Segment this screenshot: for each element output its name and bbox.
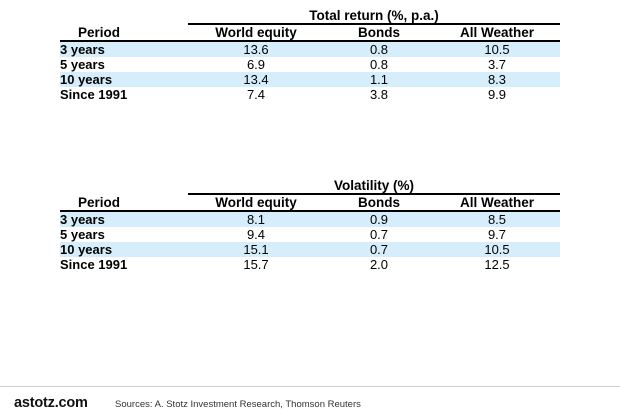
- cell-world-equity: 15.1: [188, 242, 324, 257]
- supertitle-spacer: [60, 8, 188, 24]
- cell-all-weather: 8.5: [434, 211, 560, 227]
- table-row: [60, 41, 560, 57]
- cell-bonds: 0.9: [324, 211, 434, 227]
- cell-all-weather: 3.7: [434, 57, 560, 72]
- total-return-table: [60, 8, 560, 102]
- table-row: [60, 227, 560, 242]
- row-label: 10 years: [60, 72, 188, 87]
- table-row: [60, 211, 560, 227]
- table-row: [60, 242, 560, 257]
- volatility-table-block: [60, 178, 560, 272]
- column-header-period: Period: [60, 24, 188, 41]
- cell-all-weather: 10.5: [434, 41, 560, 57]
- cell-world-equity: 15.7: [188, 257, 324, 272]
- table-row: [60, 257, 560, 272]
- row-label: 3 years: [60, 211, 188, 227]
- cell-bonds: 3.8: [324, 87, 434, 102]
- cell-world-equity: 7.4: [188, 87, 324, 102]
- table-row: [60, 87, 560, 102]
- cell-bonds: 2.0: [324, 257, 434, 272]
- footer: [0, 386, 620, 420]
- cell-all-weather: 10.5: [434, 242, 560, 257]
- cell-world-equity: 13.6: [188, 41, 324, 57]
- cell-all-weather: 8.3: [434, 72, 560, 87]
- row-label: 5 years: [60, 227, 188, 242]
- column-header-world-equity: World equity: [188, 194, 324, 211]
- cell-bonds: 0.8: [324, 57, 434, 72]
- column-header-all-weather: All Weather: [434, 194, 560, 211]
- brand-logo: astotz.com: [14, 395, 88, 411]
- cell-all-weather: 9.7: [434, 227, 560, 242]
- cell-bonds: 0.7: [324, 242, 434, 257]
- column-header-row: [60, 24, 560, 41]
- row-label: Since 1991: [60, 87, 188, 102]
- column-header-bonds: Bonds: [324, 24, 434, 41]
- cell-bonds: 0.8: [324, 41, 434, 57]
- column-header-bonds: Bonds: [324, 194, 434, 211]
- column-header-all-weather: All Weather: [434, 24, 560, 41]
- row-label: 3 years: [60, 41, 188, 57]
- column-header-world-equity: World equity: [188, 24, 324, 41]
- row-label: 5 years: [60, 57, 188, 72]
- column-header-row: [60, 194, 560, 211]
- volatility-title: Volatility (%): [188, 178, 560, 194]
- table-row: [60, 57, 560, 72]
- cell-world-equity: 8.1: [188, 211, 324, 227]
- cell-all-weather: 12.5: [434, 257, 560, 272]
- supertitle-row: [60, 178, 560, 194]
- volatility-table: [60, 178, 560, 272]
- table-row: [60, 72, 560, 87]
- sources-note: Sources: A. Stotz Investment Research, Thomson Reuters: [115, 399, 361, 410]
- row-label: Since 1991: [60, 257, 188, 272]
- column-header-period: Period: [60, 194, 188, 211]
- supertitle-row: [60, 8, 560, 24]
- cell-world-equity: 13.4: [188, 72, 324, 87]
- cell-world-equity: 9.4: [188, 227, 324, 242]
- total-return-title: Total return (%, p.a.): [188, 8, 560, 24]
- row-label: 10 years: [60, 242, 188, 257]
- cell-world-equity: 6.9: [188, 57, 324, 72]
- total-return-table-block: [60, 8, 560, 102]
- cell-bonds: 0.7: [324, 227, 434, 242]
- supertitle-spacer: [60, 178, 188, 194]
- cell-bonds: 1.1: [324, 72, 434, 87]
- cell-all-weather: 9.9: [434, 87, 560, 102]
